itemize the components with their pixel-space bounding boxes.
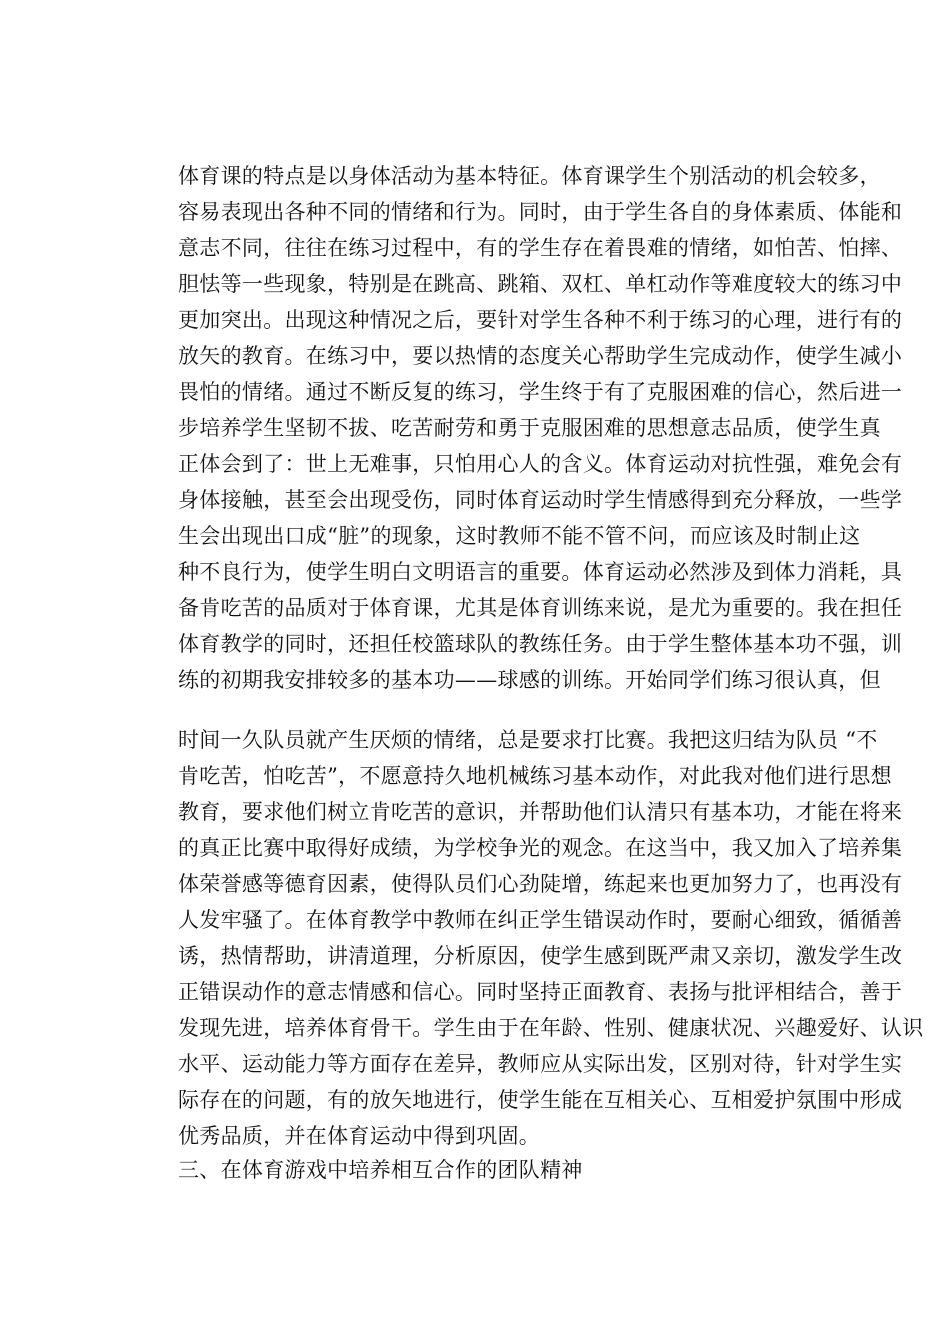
text-line: 放矢的教育。在练习中，要以热情的态度关心帮助学生完成动作，使学生减小 <box>178 344 903 368</box>
text-line: 诱，热情帮助，讲清道理，分析原因，使学生感到既严肃又亲切，激发学生改 <box>178 944 903 968</box>
text-line: 肯吃苦，怕吃苦”，不愿意持久地机械练习基本动作，对此我对他们进行思想 <box>178 764 892 788</box>
text-line: 人发牢骚了。在体育教学中教师在纠正学生错误动作时，要耐心细致，循循善 <box>178 908 903 932</box>
text-line: 正错误动作的意志情感和信心。同时坚持正面教育、表扬与批评相结合，善于 <box>178 980 903 1004</box>
text-line: 生会出现出口成“脏”的现象，这时教师不能不管不问，而应该及时制止这 <box>178 524 861 548</box>
text-line: 的真正比赛中取得好成绩，为学校争光的观念。在这当中，我又加入了培养集 <box>178 836 903 860</box>
text-line: 练的初期我安排较多的基本功——球感的训练。开始同学们练习很认真，但 <box>178 668 881 692</box>
text-line: 容易表现出各种不同的情绪和行为。同时，由于学生各自的身体素质、体能和 <box>178 200 903 224</box>
text-line: 更加突出。出现这种情况之后，要针对学生各种不利于练习的心理，进行有的 <box>178 308 903 332</box>
text-line: 时间一久队员就产生厌烦的情绪，总是要求打比赛。我把这归结为队员 “不 <box>178 728 878 752</box>
text-line: 步培养学生坚韧不拔、吃苦耐劳和勇于克服困难的思想意志品质，使学生真 <box>178 416 881 440</box>
text-line: 体育教学的同时，还担任校篮球队的教练任务。由于学生整体基本功不强，训 <box>178 632 903 656</box>
section-heading: 三、在体育游戏中培养相互合作的团队精神 <box>178 1158 583 1182</box>
text-line: 种不良行为，使学生明白文明语言的重要。体育运动必然涉及到体力消耗，具 <box>178 560 903 584</box>
text-line: 发现先进，培养体育骨干。学生由于在年龄、性别、健康状况、兴趣爱好、认识 <box>178 1016 924 1040</box>
text-line: 身体接触，甚至会出现受伤，同时体育运动时学生情感得到充分释放，一些学 <box>178 488 903 512</box>
paragraph-block-2 <box>178 722 878 758</box>
text-line: 胆怯等一些现象，特别是在跳高、跳箱、双杠、单杠动作等难度较大的练习中 <box>178 272 903 296</box>
text-line: 备肯吃苦的品质对于体育课，尤其是体育训练来说，是尤为重要的。我在担任 <box>178 596 903 620</box>
text-line: 意志不同，往往在练习过程中，有的学生存在着畏难的情绪，如怕苦、怕摔、 <box>178 236 903 260</box>
text-line: 正体会到了：世上无难事，只怕用心人的含义。体育运动对抗性强，难免会有 <box>178 452 903 476</box>
text-line: 体荣誉感等德育因素，使得队员们心劲陡增，练起来也更加努力了，也再没有 <box>178 872 903 896</box>
text-line: 畏怕的情绪。通过不断反复的练习，学生终于有了克服困难的信心，然后进一 <box>178 380 903 404</box>
text-line: 水平、运动能力等方面存在差异，教师应从实际出发，区别对待，针对学生实 <box>178 1052 903 1076</box>
text-line: 际存在的问题，有的放矢地进行，使学生能在互相关心、互相爱护氛围中形成 <box>178 1088 903 1112</box>
paragraph-block-3 <box>178 758 924 1154</box>
paragraph-block-1 <box>178 158 903 698</box>
text-line: 体育课的特点是以身体活动为基本特征。体育课学生个别活动的机会较多， <box>178 164 881 188</box>
text-line: 教育，要求他们树立肯吃苦的意识，并帮助他们认清只有基本功，才能在将来 <box>178 800 903 824</box>
text-line: 优秀品质，并在体育运动中得到巩固。 <box>178 1124 541 1148</box>
